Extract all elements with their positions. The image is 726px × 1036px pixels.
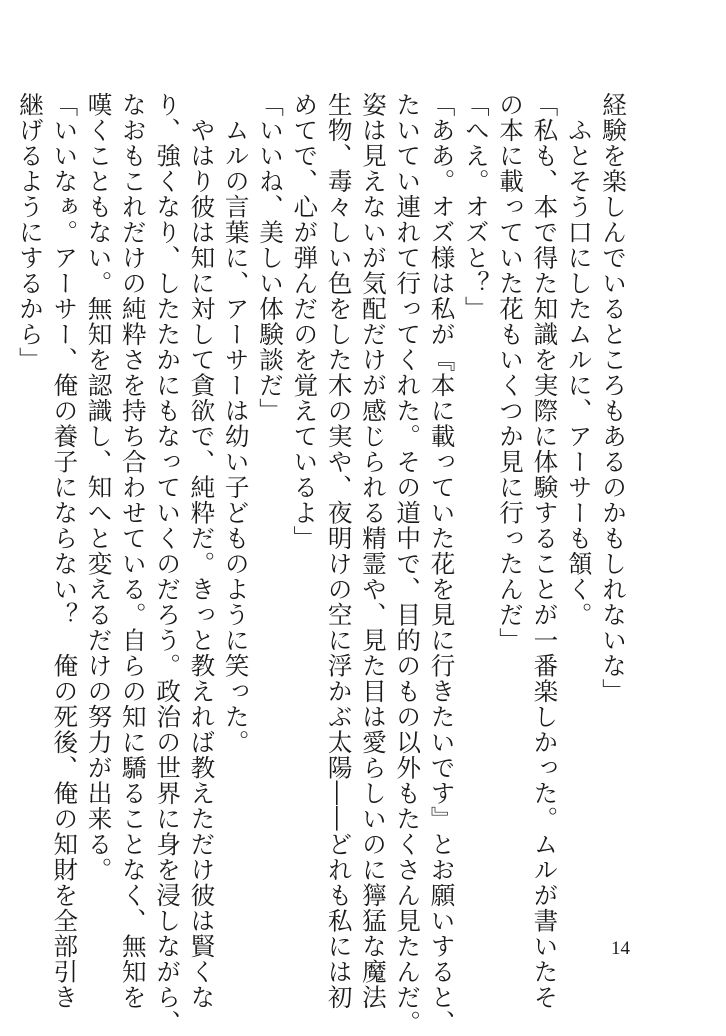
text-line: 「いいね、美しい体験談だ」 bbox=[256, 92, 286, 424]
text-line: めてで、心が弾んだのを覚えているよ」 bbox=[290, 92, 320, 551]
text-line: たいてい連れて行ってくれた。その道中で、目的のもの以外もたくさん見たんだ。 bbox=[393, 92, 423, 1036]
text-line: の本に載っていた花もいくつか見に行ったんだ」 bbox=[496, 92, 526, 653]
page-number: 14 bbox=[611, 938, 630, 959]
text-line: り、強くなり、したたかにもなっていくのだろう。政治の世界に身を浸しながら、 bbox=[153, 92, 183, 1036]
text-line: 嘆くこともない。無知を認識し、知へと変えるだけの努力が出来る。 bbox=[84, 92, 114, 883]
text-line: 継げるようにするから」 bbox=[15, 92, 45, 373]
text-line: 「私も、本で得た知識を実際に体験することが一番楽しかった。ムルが書いたそ bbox=[530, 92, 560, 1010]
text-line: 「ああ。オズ様は私が『本に載っていた花を見に行きたいです』とお願いすると、 bbox=[427, 92, 457, 1036]
text-line: 姿は見えないが気配だけが感じられる精霊や、見た目は愛らしいのに獰猛な魔法 bbox=[358, 92, 388, 1010]
text-line: 生物、毒々しい色をした木の実や、夜明けの空に浮かぶ太陽――どれも私には初 bbox=[324, 92, 354, 1010]
text-line: 「へえ。オズと？」 bbox=[461, 92, 491, 322]
text-line: やはり彼は知に対して貪欲で、純粋だ。きっと教えれば教えただけ彼は賢くな bbox=[187, 92, 217, 1010]
text-line: ムルの言葉に、アーサーは幼い子どものように笑った。 bbox=[221, 92, 251, 755]
text-line: 経験を楽しんでいるところもあるのかもしれないな」 bbox=[599, 92, 628, 704]
text-line: なおもこれだけの純粋さを持ち合わせている。自らの知に驕ることなく、無知を bbox=[118, 92, 148, 1010]
text-line: 「いいなぁ。アーサー、俺の養子にならない？ 俺の死後、俺の知財を全部引き bbox=[50, 92, 80, 1010]
text-line: ふとそう口にしたムルに、アーサーも頷く。 bbox=[564, 92, 594, 628]
